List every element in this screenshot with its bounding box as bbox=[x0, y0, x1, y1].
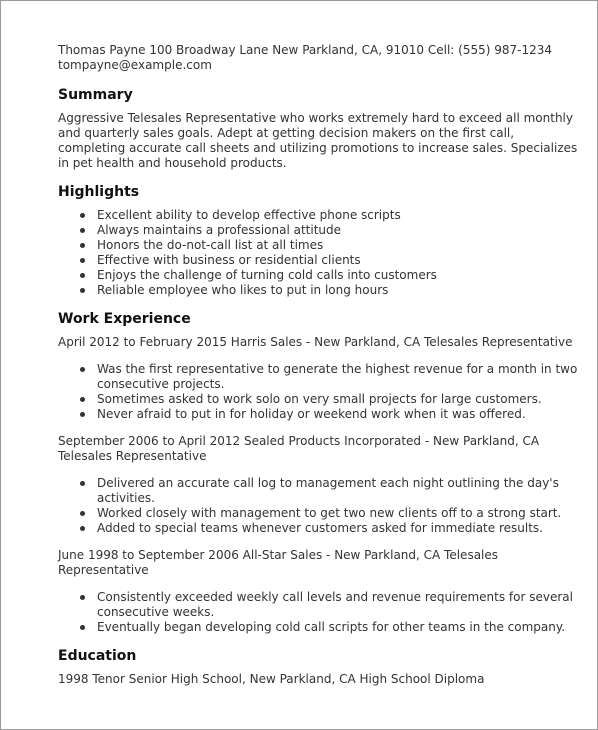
job-header: September 2006 to April 2012 Sealed Products Incorporated - New Parkland, CA Telesales Representative bbox=[58, 434, 540, 463]
highlight-item: Reliable employee who likes to put in long hours bbox=[97, 283, 585, 298]
summary-heading: Summary bbox=[58, 87, 133, 103]
education-line: 1998 Tenor Senior High School, New Parkland, CA High School Diploma bbox=[58, 672, 485, 686]
summary-text: Aggressive Telesales Representative who works extremely hard to exceed all monthly and quarterly sales goals. Adept at getting decision makers on the first call, completing accurate call sheets and utilizing promotions to increase sales. Specializes in pet health and household products. bbox=[58, 111, 578, 170]
job-header: June 1998 to September 2006 All-Star Sales - New Parkland, CA Telesales Representative bbox=[58, 548, 499, 577]
job-bullet: Sometimes asked to work solo on very small projects for large customers. bbox=[97, 392, 585, 407]
highlights-section bbox=[58, 183, 585, 298]
job-header: April 2012 to February 2015 Harris Sales - New Parkland, CA Telesales Representative bbox=[58, 335, 573, 349]
job-bullets bbox=[58, 476, 585, 536]
education-section bbox=[58, 647, 585, 687]
job-bullets bbox=[58, 362, 585, 422]
experience-section bbox=[58, 310, 585, 635]
job-bullet: Was the first representative to generate the highest revenue for a month in two consecutive projects. bbox=[97, 362, 585, 392]
highlight-item: Effective with business or residential clients bbox=[97, 253, 585, 268]
job-bullet: Added to special teams whenever customers asked for immediate results. bbox=[97, 521, 585, 536]
highlight-item: Honors the do-not-call list at all times bbox=[97, 238, 585, 253]
experience-heading: Work Experience bbox=[58, 311, 191, 327]
contact-line: Thomas Payne 100 Broadway Lane New Parkland, CA, 91010 Cell: (555) 987-1234 bbox=[58, 43, 553, 57]
education-heading: Education bbox=[58, 648, 137, 664]
job-bullet: Worked closely with management to get two new clients off to a strong start. bbox=[97, 506, 585, 521]
highlights-heading: Highlights bbox=[58, 184, 140, 200]
contact-email: tompayne@example.com bbox=[58, 58, 212, 72]
highlights-list bbox=[58, 208, 585, 298]
highlight-item: Excellent ability to develop effective phone scripts bbox=[97, 208, 585, 223]
job-bullets bbox=[58, 590, 585, 635]
job-bullet: Consistently exceeded weekly call levels and revenue requirements for several consecutive weeks. bbox=[97, 590, 585, 620]
highlight-item: Always maintains a professional attitude bbox=[97, 223, 585, 238]
job-bullet: Delivered an accurate call log to management each night outlining the day's activities. bbox=[97, 476, 585, 506]
highlight-item: Enjoys the challenge of turning cold calls into customers bbox=[97, 268, 585, 283]
job-bullet: Eventually began developing cold call scripts for other teams in the company. bbox=[97, 620, 585, 635]
resume-content bbox=[58, 43, 585, 687]
contact-block bbox=[58, 43, 585, 73]
job-bullet: Never afraid to put in for holiday or weekend work when it was offered. bbox=[97, 407, 585, 422]
summary-section bbox=[58, 86, 585, 171]
